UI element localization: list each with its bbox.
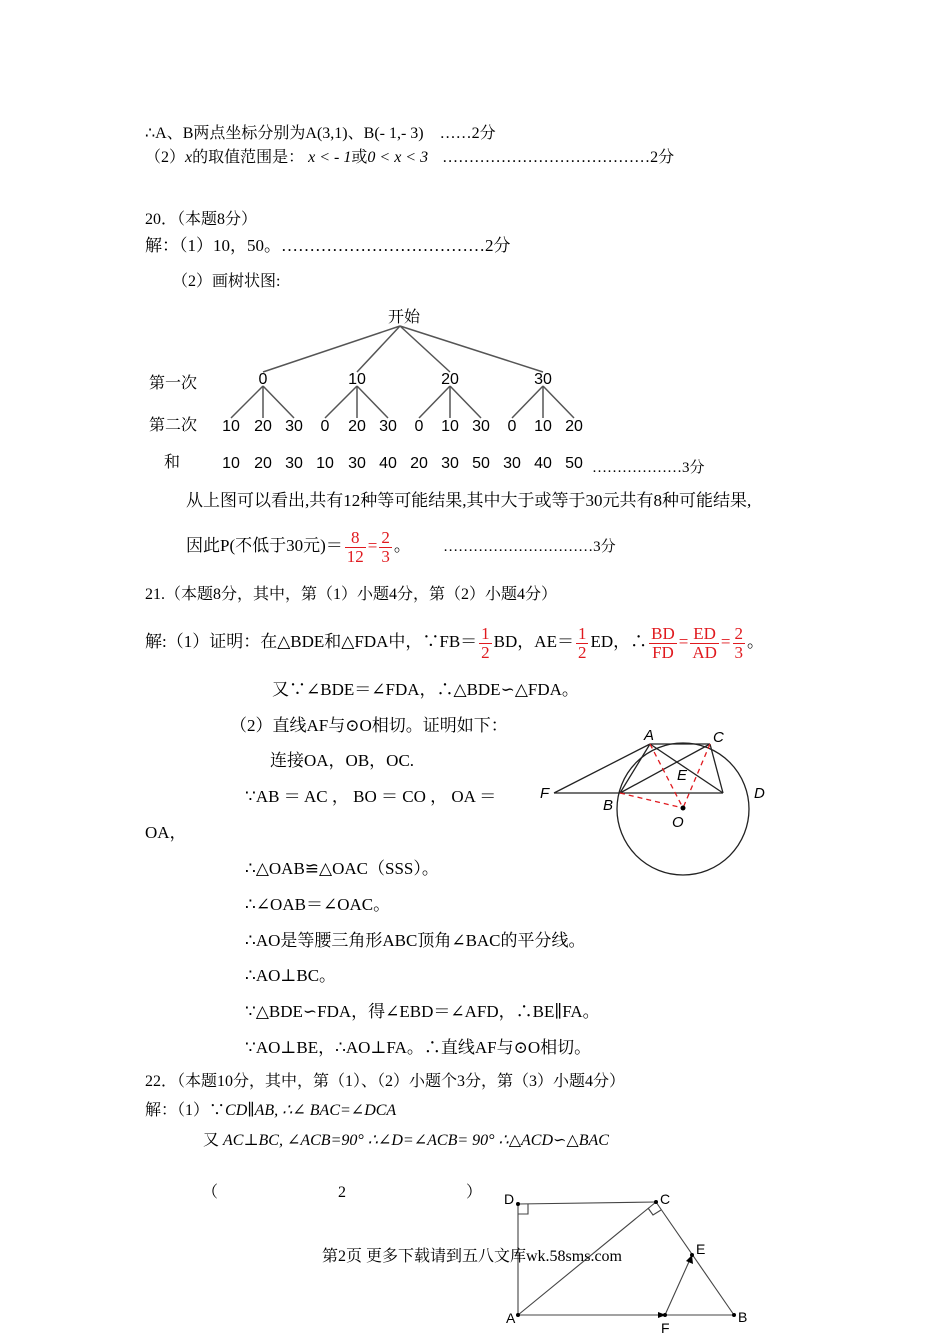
q19-line2: （2）x的取值范围是： x < - 1或0 < x < 3 …………………………………2分: [145, 149, 675, 166]
q19-line1: ∴A、B两点坐标分别为A(3,1)、B(- 1,- 3) ……2分: [145, 125, 496, 142]
q21-line4: 连接OA，OB，OC.: [270, 751, 415, 770]
page-footer: 第2页 更多下载请到五八文库wk.58sms.com: [322, 1248, 623, 1265]
q22-part2: （ 2 ）: [202, 1184, 483, 1201]
q21-line2: 又∵∠BDE＝∠FDA，∴△BDE∽△FDA。: [272, 680, 579, 699]
q21-line8: ∴∠OAB＝∠OAC。: [245, 895, 391, 914]
label-b: B: [603, 797, 614, 814]
tree-score: ………………3分: [592, 460, 705, 476]
tree-second-node: 10: [222, 418, 240, 435]
tree-second-node: 30: [285, 418, 303, 435]
q21-line3: （2）直线AF与⊙O相切。证明如下：: [230, 716, 508, 735]
tree-row-label-second: 第二次: [148, 417, 198, 434]
tree-first-node: 20: [441, 371, 459, 388]
tree-diagram: [0, 300, 950, 485]
tree-second-node: 30: [379, 418, 397, 435]
tree-sum: 40: [534, 455, 552, 472]
tree-second-node: 10: [441, 418, 459, 435]
fraction-half: $\frac{1}{2}$: [481, 623, 490, 662]
fraction-2-3: $\frac{2}{3}$: [381, 527, 390, 566]
q20-conclusion: 从上图可以看出,共有12种等可能结果,其中大于或等于30元共有8种可能结果,: [186, 491, 752, 510]
tree-sum: 30: [285, 455, 303, 472]
tree-second-node: 20: [348, 418, 366, 435]
tree-second-node: 0: [320, 418, 330, 435]
label-b: B: [738, 1309, 748, 1325]
label-o: O: [672, 814, 684, 831]
tree-sum: 30: [503, 455, 521, 472]
label-f: F: [540, 785, 550, 802]
tree-row-label-sum: 和: [163, 454, 181, 471]
q22-line2: 又 AC⊥BC, ∠ACB=90° ∴∠D=∠ACB= 90° ∴△ACD∽△BAC: [203, 1132, 609, 1149]
tree-sum: 30: [348, 455, 366, 472]
tree-second-node: 20: [254, 418, 272, 435]
tree-sum: 30: [441, 455, 459, 472]
label-c: C: [660, 1191, 671, 1207]
fraction-half: $\frac{1}{2}$: [577, 623, 587, 662]
tree-sum: 10: [222, 455, 240, 472]
label-f: F: [661, 1320, 670, 1336]
tree-second-node: 20: [565, 418, 583, 435]
q21-line11: ∵△BDE∽FDA，得∠EBD＝∠AFD，∴BE∥FA。: [245, 1002, 600, 1021]
tree-root: 开始: [387, 309, 421, 326]
tree-second-node: 0: [507, 418, 517, 435]
q21-line1: 解:（1）证明：在△BDE和△FDA中，∵FB＝ $\frac{1}{2}$ BD，AE＝ $\frac{1}{2}$ ED，∴ $\frac{BD}{FD}$ = $\frac{ED}{AD}$ = $\frac{2}{3}$ 。: [145, 623, 764, 662]
q20-probability: 因此P(不低于30元)＝ $\frac{8}{12}$ = $\frac{2}{3}$ 。 …………………………3分: [186, 527, 616, 566]
tree-first-node: 30: [534, 371, 552, 388]
tree-first-node: 0: [258, 371, 268, 388]
label-c: C: [713, 729, 724, 746]
label-a: A: [644, 727, 655, 744]
q21-line5: ∵AB ＝ AC ， BO ＝ CO ， OA ＝: [245, 787, 497, 806]
fraction-2-3: $\frac{2}{3}$: [734, 623, 743, 662]
fraction-8-12: $\frac{8}{12}$: [346, 527, 364, 566]
label-e: E: [677, 767, 688, 784]
q22-header: 22．（本题10分，其中，第（1）、（2）小题个3分，第（3）小题4分）: [145, 1073, 626, 1090]
tree-second-node: 30: [472, 418, 490, 435]
tree-sum: 40: [379, 455, 397, 472]
tree-row-label-first: 第一次: [148, 375, 198, 392]
q21-line6: OA，: [145, 823, 187, 842]
fraction-ed-ad: $\frac{ED}{AD}$: [692, 623, 717, 662]
label-e: E: [696, 1241, 706, 1257]
q21-line12: ∵AO⊥BE，∴AO⊥FA。∴直线AF与⊙O相切。: [245, 1038, 592, 1057]
circle-tangent-figure: [530, 722, 780, 882]
label-d: D: [754, 785, 765, 802]
q21-header: 21.（本题8分，其中，第（1）小题4分，第（2）小题4分）: [145, 586, 558, 603]
tree-first-node: 10: [348, 371, 366, 388]
fraction-bd-fd: $\frac{BD}{FD}$: [651, 623, 675, 662]
tree-second-node: 0: [414, 418, 424, 435]
tree-second-node: 10: [534, 418, 552, 435]
label-a: A: [506, 1310, 516, 1326]
q20-part2-label: （2）画树状图:: [172, 273, 281, 290]
q21-line7: ∴△OAB≌△OAC（SSS）。: [245, 859, 439, 878]
q21-line9: ∴AO是等腰三角形ABC顶角∠BAC的平分线。: [245, 931, 586, 950]
tree-sum: 20: [410, 455, 428, 472]
q21-line10: ∴AO⊥BC。: [245, 966, 337, 985]
tree-sum: 50: [472, 455, 490, 472]
label-d: D: [504, 1191, 515, 1207]
q20-header: 20．（本题8分）: [145, 211, 258, 228]
q20-answer1: 解：（1）10，50。………………………………2分: [145, 236, 511, 255]
tree-sum: 50: [565, 455, 583, 472]
q22-line1: 解：（1）∵CD∥AB, ∴∠ BAC=∠DCA: [145, 1102, 397, 1119]
tree-sum: 10: [316, 455, 334, 472]
tree-sum: 20: [254, 455, 272, 472]
